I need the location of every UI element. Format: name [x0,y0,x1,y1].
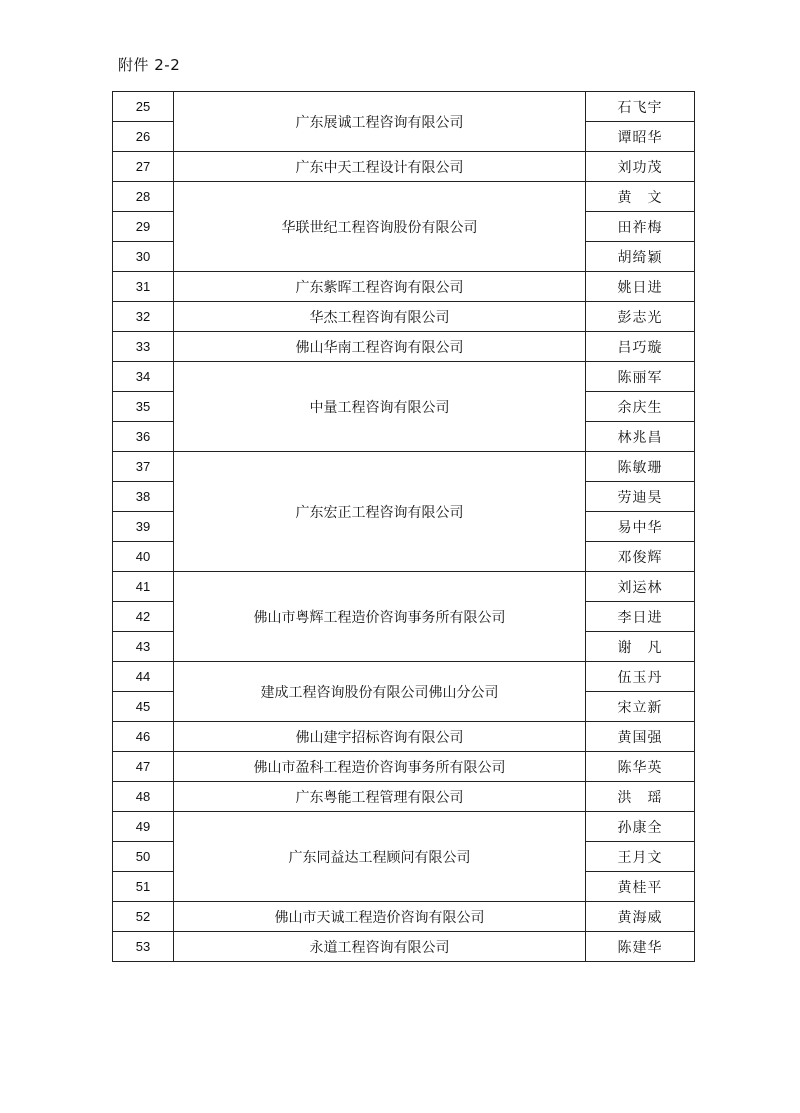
company-name: 永道工程咨询有限公司 [174,932,586,962]
row-number: 30 [113,242,174,272]
row-number: 31 [113,272,174,302]
row-number: 34 [113,362,174,392]
person-name: 孙康全 [586,812,695,842]
table-row [113,92,695,122]
table-row [113,902,695,932]
row-number: 37 [113,452,174,482]
person-name: 王月文 [586,842,695,872]
person-name: 宋立新 [586,692,695,722]
table-row [113,572,695,602]
person-name: 易中华 [586,512,695,542]
row-number: 47 [113,752,174,782]
row-number: 27 [113,152,174,182]
person-name: 林兆昌 [586,422,695,452]
company-name: 广东粤能工程管理有限公司 [174,782,586,812]
person-name: 陈华英 [586,752,695,782]
row-number: 43 [113,632,174,662]
row-number: 53 [113,932,174,962]
table-row [113,752,695,782]
table-row [113,302,695,332]
person-name: 余庆生 [586,392,695,422]
person-name: 邓俊辉 [586,542,695,572]
row-number: 26 [113,122,174,152]
row-number: 52 [113,902,174,932]
table-row [113,722,695,752]
table-row [113,812,695,842]
person-name: 黄桂平 [586,872,695,902]
row-number: 44 [113,662,174,692]
person-name: 伍玉丹 [586,662,695,692]
company-name: 佛山建宇招标咨询有限公司 [174,722,586,752]
row-number: 39 [113,512,174,542]
row-number: 46 [113,722,174,752]
person-name: 谭昭华 [586,122,695,152]
table-row [113,662,695,692]
row-number: 38 [113,482,174,512]
row-number: 48 [113,782,174,812]
table-row [113,152,695,182]
company-name: 建成工程咨询股份有限公司佛山分公司 [174,662,586,722]
person-name: 谢 凡 [586,632,695,662]
table-row [113,452,695,482]
row-number: 50 [113,842,174,872]
person-name: 田祚梅 [586,212,695,242]
table-row [113,362,695,392]
company-name: 中量工程咨询有限公司 [174,362,586,452]
row-number: 28 [113,182,174,212]
person-name: 陈敏珊 [586,452,695,482]
person-name: 陈建华 [586,932,695,962]
person-name: 胡绮颖 [586,242,695,272]
personnel-table [112,91,695,962]
company-name: 广东展诚工程咨询有限公司 [174,92,586,152]
person-name: 吕巧璇 [586,332,695,362]
person-name: 彭志光 [586,302,695,332]
company-name: 佛山市天诚工程造价咨询有限公司 [174,902,586,932]
person-name: 石飞宇 [586,92,695,122]
row-number: 32 [113,302,174,332]
table-row [113,782,695,812]
person-name: 黄 文 [586,182,695,212]
person-name: 刘功茂 [586,152,695,182]
table-row [113,932,695,962]
personnel-table-body [113,92,695,962]
table-row [113,272,695,302]
table-row [113,332,695,362]
person-name: 姚日进 [586,272,695,302]
person-name: 黄海威 [586,902,695,932]
row-number: 49 [113,812,174,842]
row-number: 33 [113,332,174,362]
row-number: 25 [113,92,174,122]
company-name: 佛山市粤辉工程造价咨询事务所有限公司 [174,572,586,662]
attachment-label: 附件 2-2 [118,56,181,74]
row-number: 42 [113,602,174,632]
company-name: 广东宏正工程咨询有限公司 [174,452,586,572]
person-name: 刘运林 [586,572,695,602]
row-number: 51 [113,872,174,902]
row-number: 29 [113,212,174,242]
company-name: 佛山华南工程咨询有限公司 [174,332,586,362]
person-name: 李日进 [586,602,695,632]
person-name: 劳迪昊 [586,482,695,512]
person-name: 黄国强 [586,722,695,752]
table-row [113,182,695,212]
row-number: 36 [113,422,174,452]
company-name: 广东紫晖工程咨询有限公司 [174,272,586,302]
company-name: 广东同益达工程顾问有限公司 [174,812,586,902]
row-number: 41 [113,572,174,602]
person-name: 洪 瑶 [586,782,695,812]
company-name: 佛山市盈科工程造价咨询事务所有限公司 [174,752,586,782]
row-number: 40 [113,542,174,572]
person-name: 陈丽军 [586,362,695,392]
row-number: 35 [113,392,174,422]
row-number: 45 [113,692,174,722]
company-name: 华联世纪工程咨询股份有限公司 [174,182,586,272]
company-name: 华杰工程咨询有限公司 [174,302,586,332]
company-name: 广东中天工程设计有限公司 [174,152,586,182]
